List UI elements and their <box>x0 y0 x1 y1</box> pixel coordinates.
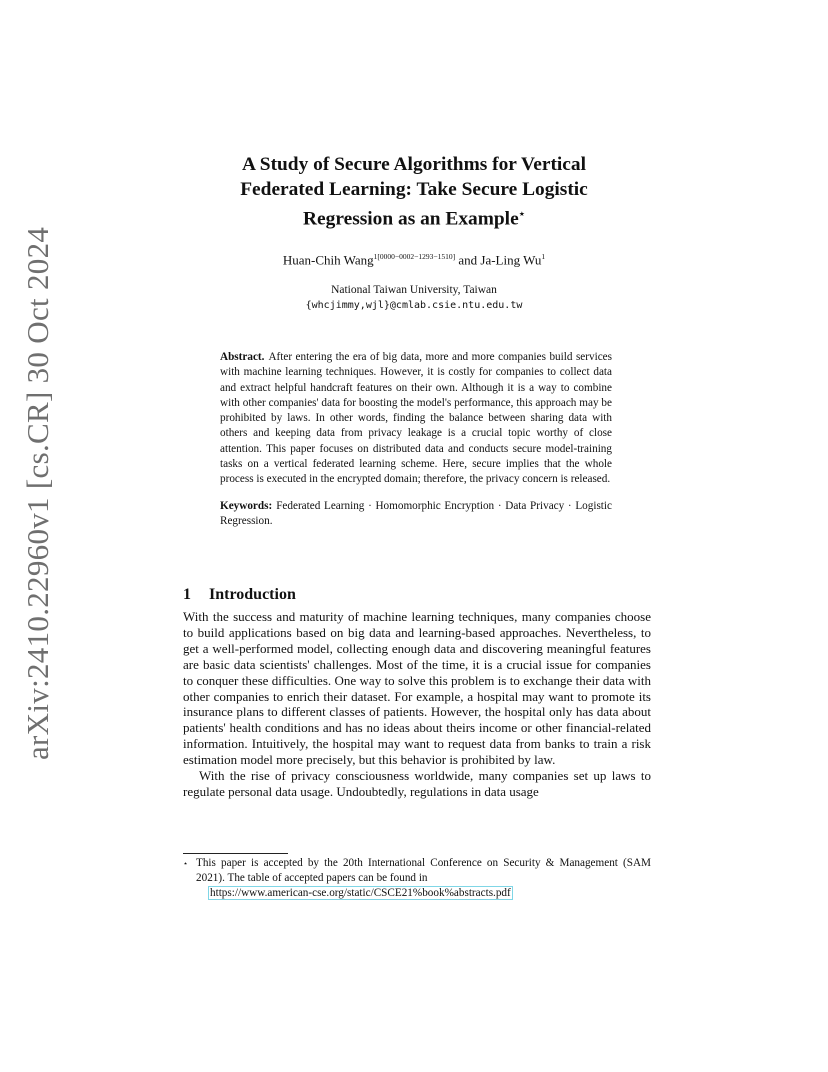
title-line-1: A Study of Secure Algorithms for Vertical <box>242 154 586 175</box>
footnote-text: This paper is accepted by the 20th International Conference on Security & Management (SAM 2021). The table of accepted papers can be found in <box>196 857 651 885</box>
affiliation-institution: National Taiwan University, Taiwan <box>331 284 497 296</box>
title-footnote-star: ⋆ <box>518 209 525 220</box>
affiliation-block <box>170 283 658 313</box>
arxiv-identifier-stamp: arXiv:2410.22960v1 [cs.CR] 30 Oct 2024 <box>20 226 55 760</box>
keywords-paragraph <box>220 499 612 530</box>
abstract-paragraph <box>220 350 612 488</box>
abstract-text: After entering the era of big data, more and more companies build services with machine learning techniques. However, it is costly for companies to collect data and extract helpful handcraft features on their own. Although it is a way to combine with other companies' data for boosting the model's performance, this approach may be prohibited by laws. In other words, finding the balance between sharing data with others and keeping data from privacy leakage is a crucial topic worthy of close attention. This paper focuses on distributed data and conducts secure model-training tasks on a vertical federated learning scheme. Here, secure implies that the whole process is executed in the encrypted domain; therefore, the privacy concern is released. <box>220 351 612 486</box>
footnote-rule <box>183 853 288 854</box>
footnote-star: ⋆ <box>183 859 189 868</box>
body-paragraph: With the rise of privacy consciousness worldwide, many companies set up laws to regulate personal data usage. Undoubtedly, regulations in data usage <box>183 768 651 799</box>
abstract-block <box>220 350 612 529</box>
keywords-label: Keywords: <box>220 499 273 512</box>
section-number: 1 <box>183 586 191 603</box>
title-line-3: Regression as an Example <box>303 208 519 230</box>
section-title: Introduction <box>209 586 296 603</box>
footnote-link[interactable]: https://www.american-cse.org/static/CSCE21%book%abstracts.pdf <box>210 887 511 900</box>
author-affiliation-orcid: 1[0000−0002−1293−1510] <box>373 252 456 261</box>
author-name: Ja-Ling Wu <box>480 252 542 268</box>
body-paragraph: With the success and maturity of machine learning techniques, many companies choose to build applications based on big data and learning-based approaches. Nevertheless, to get a well-performed model, collecting enough data and discovering meaningful features are basic data scientists' challenges. Most of the time, it is a crucial issue for companies to conquer these difficulties. One way to solve this problem is to exchange their data with other companies to enrich their dataset. For example, a hospital may want to promote its insurance plans to different classes of patients. However, the hospital only has data about patients' health conditions and has no ideas about theirs income or other financial-related information. Intuitively, the hospital may want to request data from banks to train a risk estimation model more precisely, but this behavior is prohibited by law. <box>183 609 651 768</box>
footnote-paragraph <box>183 856 651 902</box>
author-affiliation-mark: 1 <box>541 252 546 261</box>
section-body <box>183 609 651 800</box>
author-name: Huan-Chih Wang <box>282 252 374 268</box>
paper-title <box>170 152 658 231</box>
author-list <box>170 252 658 268</box>
keywords-text: Federated Learning · Homomorphic Encryption · Data Privacy · Logistic Regression. <box>220 499 612 527</box>
section-heading <box>183 586 653 604</box>
title-line-2: Federated Learning: Take Secure Logistic <box>240 179 588 200</box>
author-email: {whcjimmy,wjl}@cmlab.csie.ntu.edu.tw <box>305 300 523 311</box>
author-conjunction: and <box>458 252 478 268</box>
footnote <box>183 856 651 902</box>
abstract-label: Abstract. <box>220 351 265 363</box>
